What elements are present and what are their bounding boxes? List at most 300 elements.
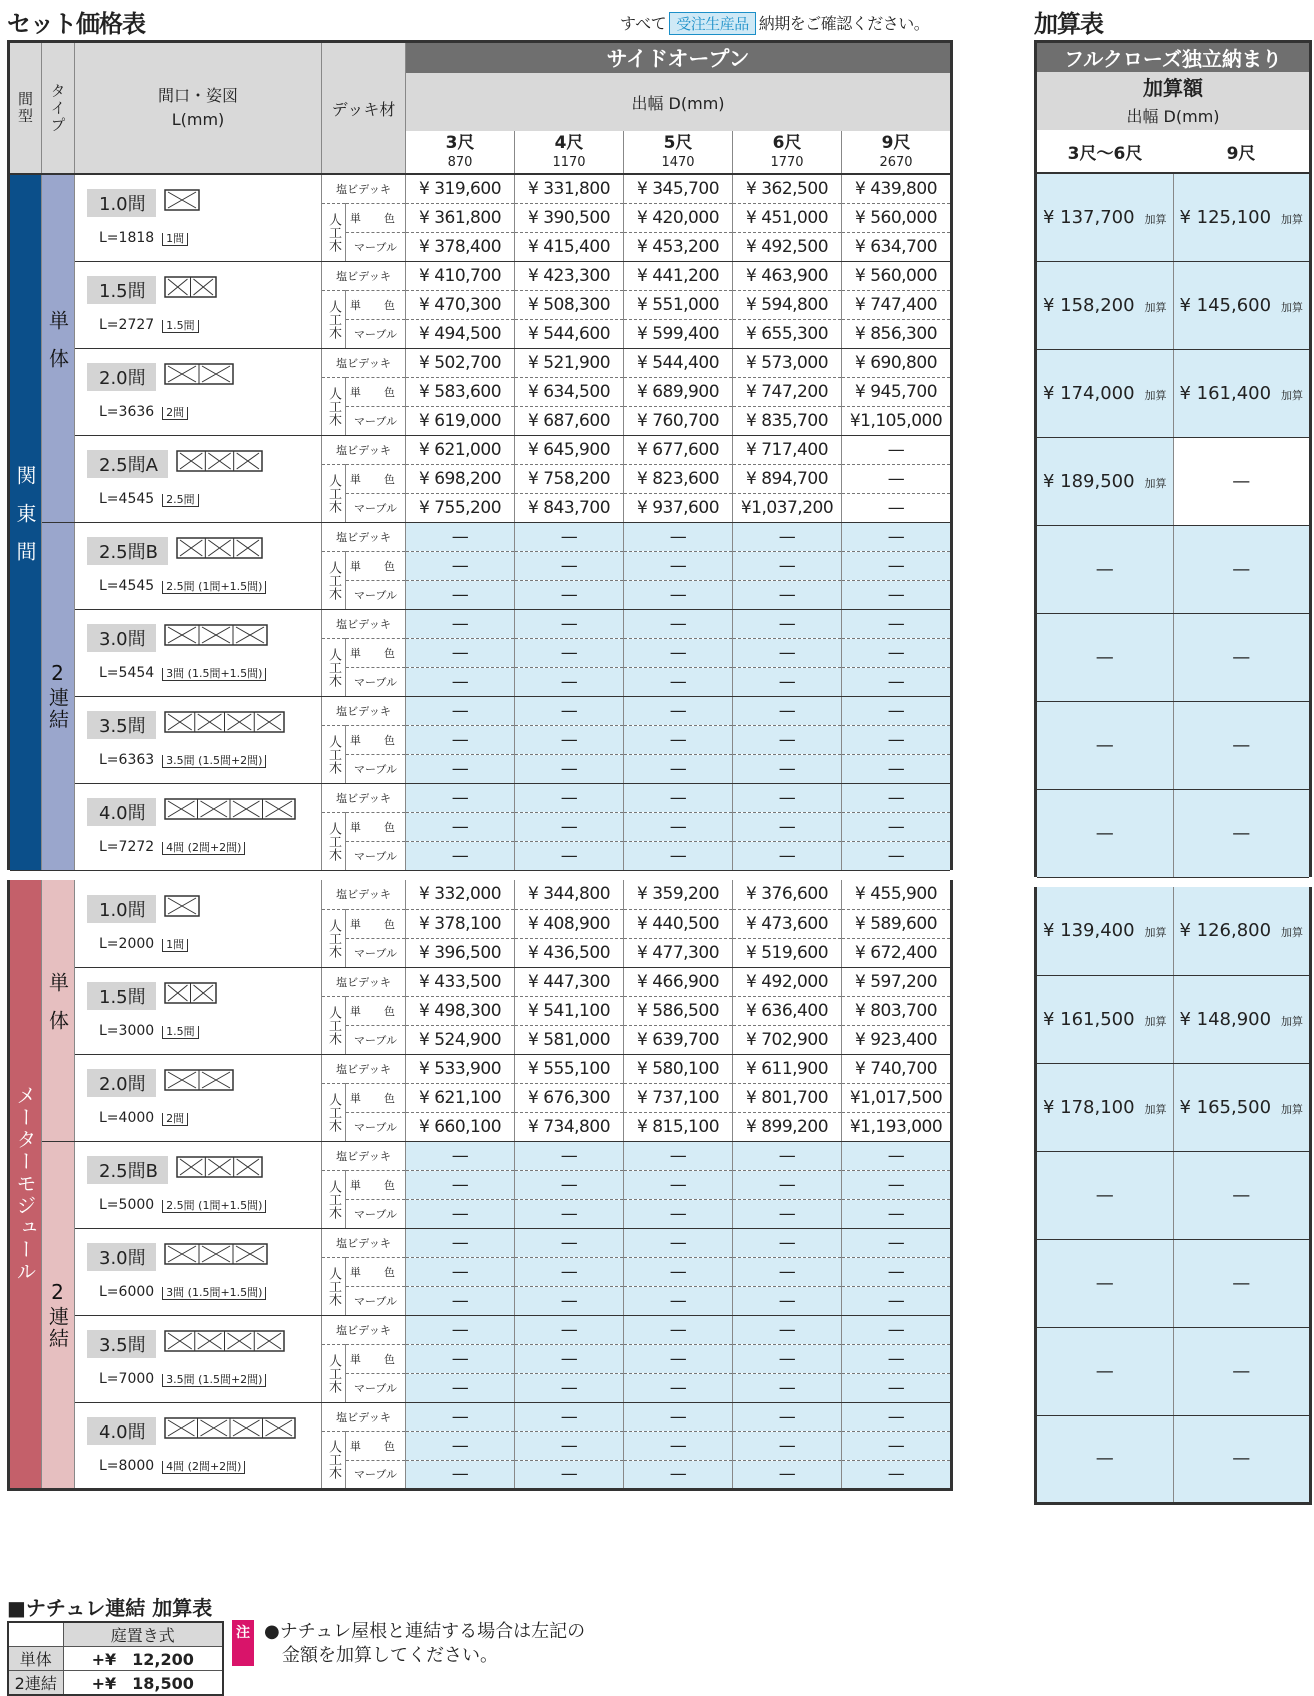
deck-vinyl: 塩ビデッキ	[322, 696, 406, 725]
price-cell: ¥ 611,900	[733, 1054, 842, 1083]
deck-mono: 単 色	[346, 1257, 406, 1286]
size-header	[406, 131, 515, 174]
size-label: 4.0間	[87, 798, 156, 826]
addition-cell	[1036, 1327, 1174, 1415]
section-label: 関東間	[9, 174, 42, 870]
deck-vinyl: 塩ビデッキ	[322, 1141, 406, 1170]
price-cell: —	[624, 1170, 733, 1199]
frame-brace	[227, 1333, 251, 1349]
price-cell: —	[624, 1460, 733, 1489]
price-cell: ¥ 560,000	[842, 203, 952, 232]
size-length: L=2727	[99, 317, 155, 333]
diagram	[164, 363, 236, 389]
size-cell	[75, 174, 322, 261]
price-cell: —	[515, 1286, 624, 1315]
size-label: 3尺	[445, 132, 475, 153]
price-cell: ¥ 677,600	[624, 435, 733, 464]
deck-mono: 単 色	[346, 377, 406, 406]
section-label: メーターモジュール	[9, 880, 42, 1489]
deck-marble: マーブル	[346, 938, 406, 967]
price-cell: ¥ 843,700	[515, 493, 624, 522]
addition-value: —	[1095, 558, 1114, 580]
size-label: 5尺	[663, 132, 693, 153]
price-cell: ¥ 378,400	[406, 232, 515, 261]
frame-diagram	[176, 1156, 265, 1178]
price-cell: —	[515, 754, 624, 783]
price-cell: —	[515, 1315, 624, 1344]
price-cell: ¥ 544,600	[515, 319, 624, 348]
frame-brace	[180, 1159, 202, 1175]
size-label: 1.0間	[87, 895, 156, 923]
size-length: L=4545	[99, 491, 155, 507]
price-cell: —	[733, 812, 842, 841]
price-cell: —	[733, 1228, 842, 1257]
price-cell: —	[842, 696, 952, 725]
addition-suffix: 加算	[1281, 212, 1304, 226]
frame-brace	[202, 627, 230, 643]
addition-cell	[1173, 613, 1311, 701]
deck-jinko: 人工木	[322, 464, 346, 522]
nature-note-2: 金額を加算してください。	[282, 1645, 498, 1666]
price-cell: —	[624, 696, 733, 725]
frame-brace	[168, 279, 188, 295]
deck-vinyl: 塩ビデッキ	[322, 435, 406, 464]
addition-suffix: 加算	[1281, 1014, 1304, 1028]
addition-value: ¥ 165,500	[1179, 1096, 1272, 1118]
price-cell: ¥ 492,500	[733, 232, 842, 261]
deck-jinko: 人工木	[322, 725, 346, 783]
price-cell: —	[624, 1373, 733, 1402]
diagram	[164, 895, 202, 921]
price-cell: —	[842, 551, 952, 580]
price-cell: ¥ 621,000	[406, 435, 515, 464]
nature-blank	[8, 1622, 63, 1647]
deck-jinko: 人工木	[322, 638, 346, 696]
deck-marble: マーブル	[346, 1112, 406, 1141]
price-cell: —	[842, 493, 952, 522]
diagram	[176, 537, 265, 563]
table-row	[9, 1228, 952, 1257]
size-cell	[75, 1141, 322, 1228]
size-length: L=4545	[99, 578, 155, 594]
deck-vinyl: 塩ビデッキ	[322, 348, 406, 377]
price-cell: —	[406, 638, 515, 667]
price-cell: —	[733, 609, 842, 638]
price-cell: —	[624, 1431, 733, 1460]
price-cell: ¥ 747,200	[733, 377, 842, 406]
diagram-caption: 1間	[162, 939, 188, 952]
frame-diagram	[176, 450, 265, 472]
price-cell: ¥ 856,300	[842, 319, 952, 348]
price-cell: ¥ 945,700	[842, 377, 952, 406]
diagram	[164, 624, 270, 650]
price-cell: —	[733, 1141, 842, 1170]
price-cell: ¥ 702,900	[733, 1025, 842, 1054]
price-cell: —	[515, 783, 624, 812]
diagram-caption: 4間 (2間+2間)	[162, 1461, 245, 1474]
price-cell: —	[406, 1199, 515, 1228]
note-pre: すべて	[620, 14, 667, 33]
addition-value: ¥ 148,900	[1179, 1008, 1272, 1030]
price-cell: ¥ 453,200	[624, 232, 733, 261]
price-cell: ¥ 660,100	[406, 1112, 515, 1141]
addition-row	[1036, 437, 1311, 525]
price-cell: ¥1,017,500	[842, 1083, 952, 1112]
full-close-header: フルクローズ独立納まり	[1036, 42, 1311, 73]
size-header	[842, 131, 952, 174]
frame-brace	[168, 1072, 196, 1088]
price-cell: —	[515, 1344, 624, 1373]
addition-suffix: 加算	[1144, 1102, 1167, 1116]
price-cell: ¥ 597,200	[842, 967, 952, 996]
note-post: 納期をご確認ください。	[758, 14, 930, 33]
price-cell: —	[624, 1257, 733, 1286]
frame-brace	[168, 1246, 196, 1262]
addition-value: ¥ 178,100	[1042, 1096, 1135, 1118]
nature-note	[264, 1620, 585, 1668]
addition-row	[1036, 1327, 1311, 1415]
price-cell: —	[733, 1257, 842, 1286]
size-cell	[75, 696, 322, 783]
size-cell	[75, 609, 322, 696]
price-cell: —	[515, 841, 624, 870]
size-label: 6尺	[772, 132, 802, 153]
diagram	[164, 1330, 287, 1356]
price-cell: ¥ 760,700	[624, 406, 733, 435]
price-cell: ¥ 619,000	[406, 406, 515, 435]
addition-cell	[1036, 261, 1174, 349]
addition-value: ¥ 161,500	[1042, 1008, 1135, 1030]
price-cell: —	[624, 1141, 733, 1170]
size-label: 2.5間A	[87, 450, 168, 478]
deck-jinko: 人工木	[322, 996, 346, 1054]
size-header	[515, 131, 624, 174]
price-cell: —	[515, 667, 624, 696]
addition-row	[1036, 975, 1311, 1063]
size-cell	[75, 1054, 322, 1141]
deck-marble: マーブル	[346, 232, 406, 261]
table-row	[9, 435, 952, 464]
price-cell: —	[733, 1431, 842, 1460]
size-mm: 1170	[552, 154, 586, 170]
price-cell: ¥ 655,300	[733, 319, 842, 348]
price-cell: —	[624, 551, 733, 580]
deck-vinyl: 塩ビデッキ	[322, 522, 406, 551]
price-cell: ¥ 344,800	[515, 880, 624, 909]
addition-amount-header: 加算額	[1036, 72, 1311, 101]
price-cell: —	[733, 725, 842, 754]
price-cell: —	[406, 1344, 515, 1373]
addition-cell	[1173, 525, 1311, 613]
deck-vinyl: 塩ビデッキ	[322, 783, 406, 812]
size-cell	[75, 1228, 322, 1315]
frame-brace	[168, 898, 196, 914]
price-cell: —	[733, 1199, 842, 1228]
price-cell: ¥ 423,300	[515, 261, 624, 290]
price-cell: —	[842, 1141, 952, 1170]
size-length: L=5454	[99, 665, 155, 681]
table-row	[9, 783, 952, 812]
addition-value: —	[1232, 734, 1251, 756]
frame-brace	[168, 985, 188, 1001]
size-cell	[75, 522, 322, 609]
diagram	[176, 1156, 265, 1182]
addition-value: ¥ 145,600	[1179, 294, 1272, 316]
price-cell: —	[515, 725, 624, 754]
price-cell: —	[733, 841, 842, 870]
price-cell: —	[406, 1228, 515, 1257]
price-cell: —	[842, 638, 952, 667]
price-cell: ¥ 589,600	[842, 909, 952, 938]
price-cell: ¥ 636,400	[733, 996, 842, 1025]
frame-brace	[227, 714, 251, 730]
price-cell: ¥ 599,400	[624, 319, 733, 348]
price-cell: ¥ 502,700	[406, 348, 515, 377]
deck-vinyl: 塩ビデッキ	[322, 1054, 406, 1083]
size-label: 2.5間B	[87, 537, 168, 565]
deck-mono: 単 色	[346, 638, 406, 667]
deck-marble: マーブル	[346, 1199, 406, 1228]
price-cell: —	[406, 754, 515, 783]
price-cell: —	[842, 725, 952, 754]
price-cell: ¥ 473,600	[733, 909, 842, 938]
deck-vinyl: 塩ビデッキ	[322, 880, 406, 909]
price-cell: ¥ 581,000	[515, 1025, 624, 1054]
deck-mono: 単 色	[346, 464, 406, 493]
price-cell: —	[842, 464, 952, 493]
addition-cell	[1173, 437, 1311, 525]
addition-row	[1036, 1063, 1311, 1151]
price-cell: ¥ 345,700	[624, 174, 733, 203]
price-cell: —	[624, 1286, 733, 1315]
addition-cell	[1173, 1327, 1311, 1415]
addition-cell	[1173, 173, 1311, 261]
price-cell: ¥ 755,200	[406, 493, 515, 522]
price-cell: ¥ 331,800	[515, 174, 624, 203]
price-cell: —	[624, 783, 733, 812]
size-header	[733, 131, 842, 174]
frame-brace	[236, 627, 264, 643]
size-length: L=6363	[99, 752, 155, 768]
addition-cell	[1036, 525, 1174, 613]
price-cell: —	[406, 580, 515, 609]
addition-value: ¥ 158,200	[1042, 294, 1135, 316]
frame-brace	[168, 192, 196, 208]
price-cell: —	[406, 696, 515, 725]
price-cell: —	[842, 1402, 952, 1431]
price-cell: ¥ 747,400	[842, 290, 952, 319]
addition-cell	[1036, 437, 1174, 525]
price-cell: —	[515, 812, 624, 841]
nature-col: 庭置き式	[63, 1622, 223, 1647]
deck-jinko: 人工木	[322, 1431, 346, 1489]
addition-value: ¥ 189,500	[1042, 470, 1135, 492]
price-cell: ¥ 541,100	[515, 996, 624, 1025]
addition-cell	[1173, 349, 1311, 437]
addition-value: —	[1095, 1272, 1114, 1294]
deck-vinyl: 塩ビデッキ	[322, 1228, 406, 1257]
price-cell: ¥ 823,600	[624, 464, 733, 493]
col-frontage	[75, 42, 322, 175]
size-length: L=2000	[99, 935, 155, 952]
addition-cell	[1036, 1063, 1174, 1151]
frame-brace	[265, 1420, 292, 1436]
price-cell: ¥ 551,000	[624, 290, 733, 319]
frame-diagram	[164, 1243, 270, 1265]
side-col-9: 9尺	[1173, 130, 1311, 173]
deck-marble: マーブル	[346, 754, 406, 783]
price-cell: ¥ 359,200	[624, 880, 733, 909]
addition-value: —	[1232, 1184, 1251, 1206]
frame-diagram	[164, 1330, 287, 1352]
price-cell: —	[733, 638, 842, 667]
frame-diagram	[164, 363, 236, 385]
price-cell: —	[515, 1199, 624, 1228]
deck-marble: マーブル	[346, 580, 406, 609]
deck-mono: 単 色	[346, 725, 406, 754]
price-cell: ¥ 583,600	[406, 377, 515, 406]
price-cell: —	[733, 522, 842, 551]
frame-brace	[202, 366, 230, 382]
price-cell: —	[515, 1257, 624, 1286]
price-cell: ¥ 533,900	[406, 1054, 515, 1083]
addition-value: —	[1232, 1360, 1251, 1382]
price-cell: —	[406, 1431, 515, 1460]
addition-row	[1036, 261, 1311, 349]
diagram-caption: 2.5間 (1間+1.5間)	[162, 581, 266, 594]
price-cell: ¥ 621,100	[406, 1083, 515, 1112]
price-cell: ¥ 439,800	[842, 174, 952, 203]
size-label: 2.0間	[87, 1069, 156, 1097]
nature-table	[7, 1621, 224, 1696]
price-cell: ¥ 676,300	[515, 1083, 624, 1112]
diagram-caption: 2間	[162, 407, 188, 420]
price-cell: ¥ 436,500	[515, 938, 624, 967]
addition-suffix: 加算	[1144, 300, 1167, 314]
price-cell: —	[733, 1402, 842, 1431]
col-ma-gata: 間型	[9, 42, 42, 175]
frame-brace	[237, 1159, 259, 1175]
price-cell: —	[406, 1373, 515, 1402]
addition-suffix: 加算	[1281, 1102, 1304, 1116]
size-label: 2.5間B	[87, 1156, 168, 1184]
size-length: L=6000	[99, 1284, 155, 1300]
price-cell: —	[406, 1141, 515, 1170]
price-cell: ¥ 815,100	[624, 1112, 733, 1141]
deck-jinko: 人工木	[322, 1170, 346, 1228]
nature-val-2: +¥ 18,500	[63, 1671, 223, 1696]
price-cell: —	[733, 1286, 842, 1315]
addition-cell	[1173, 261, 1311, 349]
price-cell: ¥ 737,100	[624, 1083, 733, 1112]
price-cell: ¥ 376,600	[733, 880, 842, 909]
addition-value: ¥ 126,800	[1179, 920, 1272, 942]
size-length: L=8000	[99, 1457, 155, 1474]
price-cell: —	[842, 435, 952, 464]
price-cell: ¥ 740,700	[842, 1054, 952, 1083]
price-cell: —	[842, 812, 952, 841]
frame-brace	[180, 453, 202, 469]
addition-value: ¥ 125,100	[1179, 206, 1272, 228]
price-cell: —	[406, 1286, 515, 1315]
price-cell: ¥ 894,700	[733, 464, 842, 493]
price-cell: ¥ 361,800	[406, 203, 515, 232]
price-cell: —	[515, 1431, 624, 1460]
frame-brace	[257, 1333, 281, 1349]
frame-brace	[200, 1420, 227, 1436]
diagram-caption: 2間	[162, 1113, 188, 1126]
table-row	[9, 1054, 952, 1083]
frame-brace	[168, 801, 195, 817]
diagram-caption: 3間 (1.5間+1.5間)	[162, 1287, 266, 1300]
frame-brace	[202, 1072, 230, 1088]
deck-mono: 単 色	[346, 203, 406, 232]
table-row	[9, 967, 952, 996]
size-label: 1.5間	[87, 276, 156, 304]
addition-cell	[1173, 1063, 1311, 1151]
deck-marble: マーブル	[346, 667, 406, 696]
diagram-caption: 2.5間	[162, 494, 199, 507]
size-length: L=5000	[99, 1197, 155, 1213]
diagram	[164, 1243, 270, 1269]
price-cell: —	[515, 1460, 624, 1489]
deck-jinko: 人工木	[322, 812, 346, 870]
price-cell: —	[515, 609, 624, 638]
price-cell: ¥ 463,900	[733, 261, 842, 290]
price-cell: ¥ 455,900	[842, 880, 952, 909]
size-cell	[75, 880, 322, 967]
price-cell: ¥ 498,300	[406, 996, 515, 1025]
addition-value: ¥ 174,000	[1042, 382, 1135, 404]
size-cell	[75, 1315, 322, 1402]
addition-suffix: 加算	[1281, 388, 1304, 402]
addition-cell	[1036, 701, 1174, 789]
price-cell: ¥ 477,300	[624, 938, 733, 967]
frame-brace	[197, 714, 221, 730]
price-cell: ¥ 690,800	[842, 348, 952, 377]
price-cell: —	[733, 783, 842, 812]
price-table	[7, 40, 953, 1491]
addition-row	[1036, 1415, 1311, 1503]
addition-value: —	[1232, 646, 1251, 668]
depth-header: 出幅 D(mm)	[406, 73, 952, 131]
addition-value: —	[1095, 734, 1114, 756]
addition-suffix: 加算	[1144, 926, 1167, 940]
price-cell: —	[842, 1286, 952, 1315]
price-cell: —	[406, 1460, 515, 1489]
price-cell: —	[842, 522, 952, 551]
addition-cell	[1036, 1415, 1174, 1503]
table-row	[9, 522, 952, 551]
addition-cell	[1036, 975, 1174, 1063]
deck-jinko: 人工木	[322, 290, 346, 348]
price-cell: —	[624, 1344, 733, 1373]
table-row	[9, 174, 952, 203]
price-cell: —	[624, 638, 733, 667]
addition-cell	[1173, 1415, 1311, 1503]
col-type: タイプ	[42, 42, 75, 175]
price-cell: —	[406, 522, 515, 551]
deck-vinyl: 塩ビデッキ	[322, 609, 406, 638]
price-cell: —	[842, 754, 952, 783]
price-cell: —	[624, 1315, 733, 1344]
price-cell: —	[515, 1228, 624, 1257]
price-cell: ¥ 586,500	[624, 996, 733, 1025]
frame-brace	[200, 801, 227, 817]
price-cell: —	[515, 1373, 624, 1402]
frame-brace	[168, 1420, 195, 1436]
price-cell: —	[624, 1199, 733, 1228]
